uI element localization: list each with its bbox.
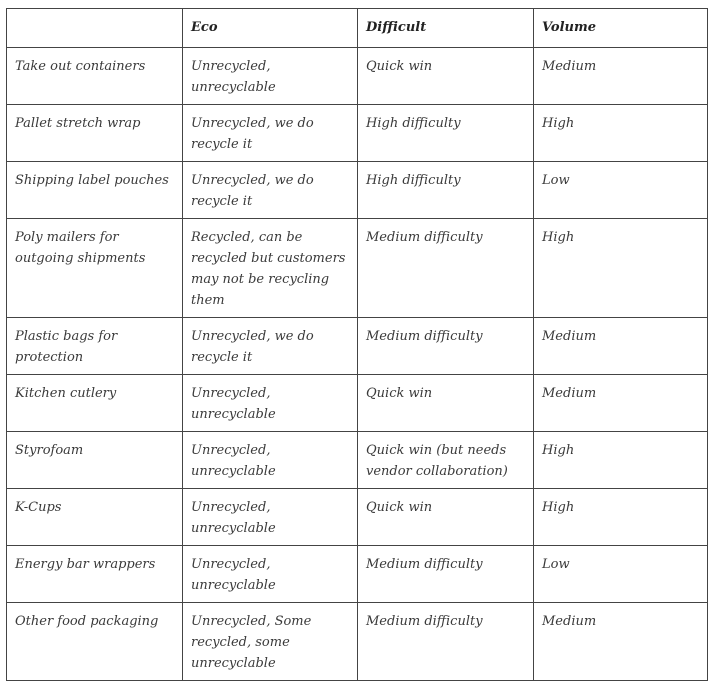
volume-cell: High xyxy=(534,489,708,546)
volume-cell: Medium xyxy=(534,48,708,105)
difficulty-cell: Quick win (but needs vendor collaboration) xyxy=(358,432,534,489)
header-difficult: Difficult xyxy=(358,9,534,48)
difficulty-cell: High difficulty xyxy=(358,162,534,219)
eco-cell: Unrecycled, unrecyclable xyxy=(183,546,358,603)
packaging-table xyxy=(6,8,708,681)
eco-cell: Unrecycled, unrecyclable xyxy=(183,48,358,105)
header-item xyxy=(7,9,183,48)
item-cell: Shipping label pouches xyxy=(7,162,183,219)
eco-cell: Unrecycled, unrecyclable xyxy=(183,375,358,432)
difficulty-cell: Quick win xyxy=(358,375,534,432)
eco-cell: Unrecycled, Some recycled, some unrecyclable xyxy=(183,603,358,681)
item-cell: Take out containers xyxy=(7,48,183,105)
difficulty-cell: Medium difficulty xyxy=(358,219,534,318)
difficulty-cell: Medium difficulty xyxy=(358,603,534,681)
item-cell: Plastic bags for protection xyxy=(7,318,183,375)
item-cell: K-Cups xyxy=(7,489,183,546)
header-volume: Volume xyxy=(534,9,708,48)
table-row xyxy=(7,105,708,162)
volume-cell: Medium xyxy=(534,318,708,375)
table-row xyxy=(7,375,708,432)
eco-cell: Unrecycled, we do recycle it xyxy=(183,105,358,162)
volume-cell: High xyxy=(534,105,708,162)
header-eco: Eco xyxy=(183,9,358,48)
table-row xyxy=(7,546,708,603)
table-row xyxy=(7,603,708,681)
difficulty-cell: Quick win xyxy=(358,489,534,546)
eco-cell: Recycled, can be recycled but customers may not be recycling them xyxy=(183,219,358,318)
volume-cell: High xyxy=(534,432,708,489)
item-cell: Pallet stretch wrap xyxy=(7,105,183,162)
table-row xyxy=(7,48,708,105)
item-cell: Styrofoam xyxy=(7,432,183,489)
eco-cell: Unrecycled, unrecyclable xyxy=(183,432,358,489)
item-cell: Kitchen cutlery xyxy=(7,375,183,432)
difficulty-cell: Medium difficulty xyxy=(358,546,534,603)
volume-cell: Low xyxy=(534,162,708,219)
eco-cell: Unrecycled, we do recycle it xyxy=(183,318,358,375)
table-row xyxy=(7,219,708,318)
eco-cell: Unrecycled, we do recycle it xyxy=(183,162,358,219)
table-row xyxy=(7,318,708,375)
volume-cell: High xyxy=(534,219,708,318)
volume-cell: Medium xyxy=(534,375,708,432)
header-row xyxy=(7,9,708,48)
item-cell: Energy bar wrappers xyxy=(7,546,183,603)
difficulty-cell: High difficulty xyxy=(358,105,534,162)
item-cell: Poly mailers for outgoing shipments xyxy=(7,219,183,318)
volume-cell: Low xyxy=(534,546,708,603)
table-row xyxy=(7,489,708,546)
eco-cell: Unrecycled, unrecyclable xyxy=(183,489,358,546)
difficulty-cell: Medium difficulty xyxy=(358,318,534,375)
packaging-assessment-sheet xyxy=(6,8,707,681)
table-row xyxy=(7,162,708,219)
item-cell: Other food packaging xyxy=(7,603,183,681)
volume-cell: Medium xyxy=(534,603,708,681)
table-row xyxy=(7,432,708,489)
difficulty-cell: Quick win xyxy=(358,48,534,105)
